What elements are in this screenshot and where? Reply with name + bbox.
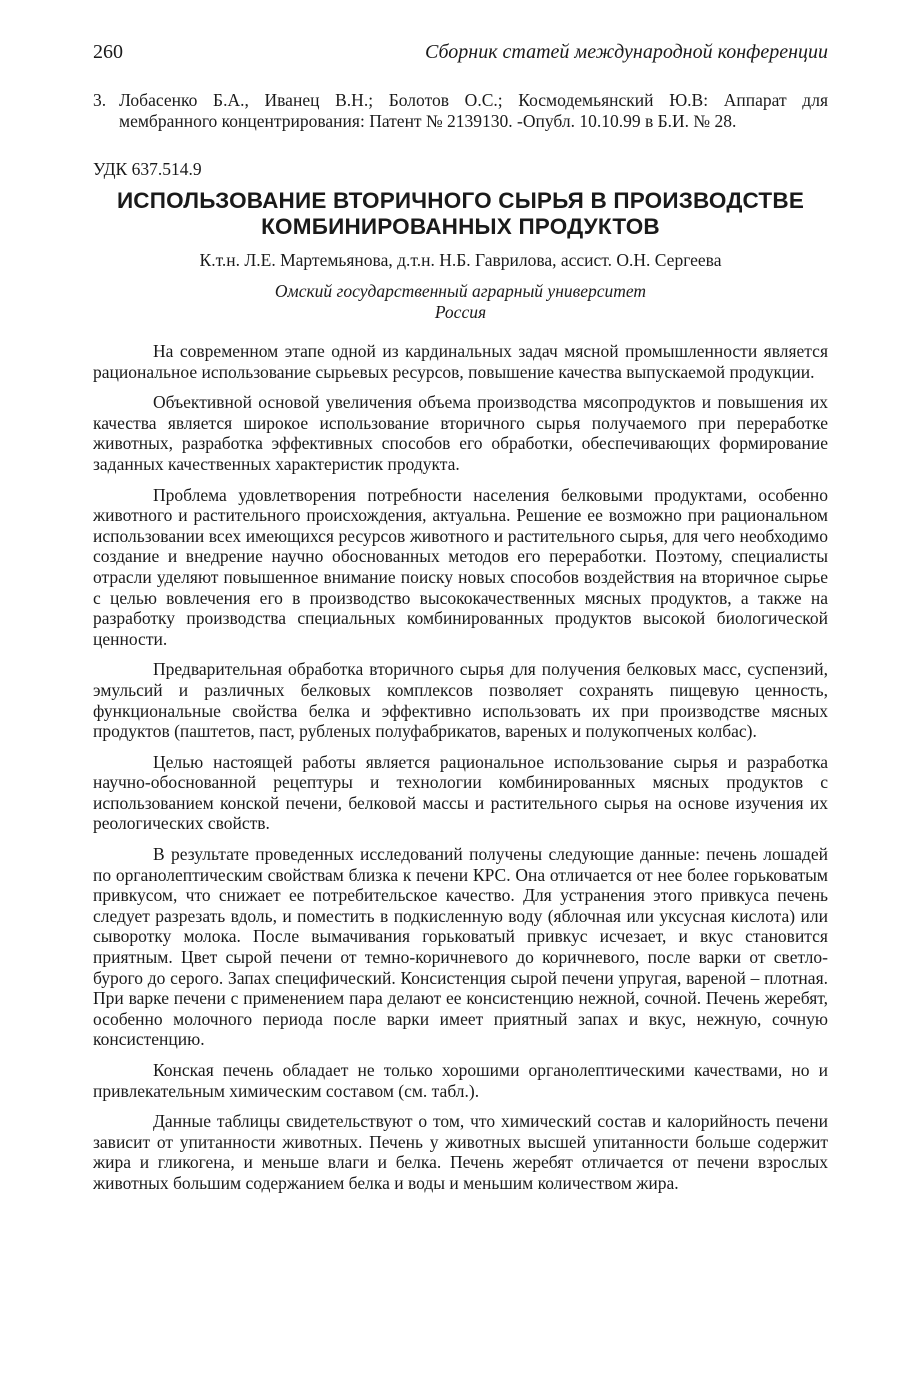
paragraph: В результате проведенных исследований получены следующие данные: печень лошадей по органолептическим свойствам близка к печени КРС. Она отличается от нее более горьковатым привкусом, что снижает ее потребительское качество. Для устранения этого привкуса печень следует разрезать вдоль, и поместить в подкисленную воду (яблочная или уксусная кислота) или сыворотку молока. После вымачивания горьковатый привкус исчезает, и вкус становится приятным. Цвет сырой печени от темно-коричневого до коричневого, после варки от светло-бурого до серого. Запах специфический. Консистенция сырой печени упругая, вареной – плотная. При варке печени с применением пара делают ее консистенцию нежной, сочной. Печень жеребят, особенно молочного периода после варки имеет приятный запах и вкус, нежную, сочную консистенцию. (93, 844, 828, 1050)
paragraph: Данные таблицы свидетельствуют о том, что химический состав и калорийность печени зависит от упитанности животных. Печень у животных высшей упитанности больше содержит жира и гликогена, и меньше влаги и белка. Печень жеребят отличается от печени взрослых животных большим содержанием белка и воды и меньшим количеством жира. (93, 1111, 828, 1193)
reference-item (93, 90, 828, 132)
article-body (93, 341, 828, 1194)
paragraph: На современном этапе одной из кардинальных задач мясной промышленности является рациональное использование сырьевых ресурсов, повышение качества выпускаемой продукции. (93, 341, 828, 382)
reference-number: 3. (93, 90, 107, 110)
article-affiliation-block (93, 281, 828, 323)
paragraph: Конская печень обладает не только хорошими органолептическими качествами, но и привлекательным химическим составом (см. табл.). (93, 1060, 828, 1101)
paragraph: Объективной основой увеличения объема производства мясопродуктов и повышения их качества является широкое использование вторичного сырья получаемого при переработке животных, разработка эффективных способов его обработки, обеспечивающих формирование заданных качественных характеристик продукта. (93, 392, 828, 474)
article-title (93, 188, 828, 240)
article-title-line-1: ИСПОЛЬЗОВАНИЕ ВТОРИЧНОГО СЫРЬЯ В ПРОИЗВОДСТВЕ (116, 188, 805, 213)
page-header (93, 40, 828, 70)
paragraph: Целью настоящей работы является рациональное использование сырья и разработка научно-обоснованной рецептуры и технологии комбинированных мясных продуктов с использованием конской печени, белковой массы и растительного сырья на основе изучения их реологических свойств. (93, 751, 828, 834)
reference-text: Лобасенко Б.А., Иванец В.Н.; Болотов О.С.; Космодемьянский Ю.В: Аппарат для мембранного концентрирования: Патент № 2139130. -Опубл. 10.10.99 в Б.И. № 28. (119, 90, 828, 131)
paragraph: Проблема удовлетворения потребности населения белковыми продуктами, особенно животного и растительного происхождения, актуальна. Решение ее возможно при рациональном использовании всех имеющихся ресурсов животного и растительного сырья, для чего необходимо создание и внедрение научно обоснованных методов его переработки. Поэтому, специалисты отрасли уделяют повышенное внимание поиску новых способов воздействия на вторичное сырье с целью вовлечения его в производство высококачественных мясных продуктов, а также на разработку производства специальных комбинированных продуктов высокой биологической ценности. (93, 484, 828, 649)
document-page (93, 40, 828, 1204)
page-number: 260 (93, 41, 123, 63)
article-title-line-2: КОМБИНИРОВАННЫХ ПРОДУКТОВ (261, 214, 660, 239)
affiliation-country: Россия (434, 302, 487, 322)
running-title: Сборник статей международной конференции (425, 41, 828, 63)
paragraph: Предварительная обработка вторичного сырья для получения белковых масс, суспензий, эмульсий и различных белковых комплексов позволяет сохранять пищевую ценность, функциональные свойства белка и эффективно использовать их при производстве мясных продуктов (паштетов, паст, рубленых полуфабрикатов, вареных и полукопченых колбас). (93, 659, 828, 742)
udk-code: УДК 637.514.9 (93, 159, 202, 179)
article-authors: К.т.н. Л.Е. Мартемьянова, д.т.н. Н.Б. Гаврилова, ассист. О.Н. Сергеева (199, 250, 722, 270)
affiliation-university: Омский государственный аграрный университет (274, 281, 647, 301)
